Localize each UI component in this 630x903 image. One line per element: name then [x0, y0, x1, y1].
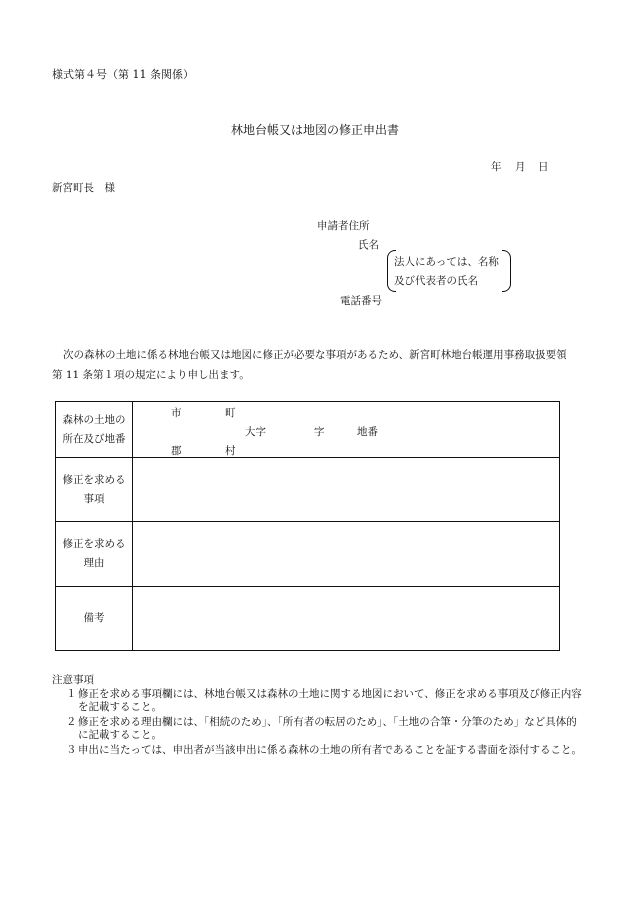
application-table — [55, 401, 560, 651]
machi-label: 町 — [225, 407, 236, 419]
correction-items-label-line2: 事項 — [83, 492, 105, 505]
correction-items-row — [56, 458, 560, 522]
correction-reason-row — [56, 522, 560, 587]
corporate-note-line1: 法人にあっては、名称 — [394, 256, 499, 268]
note-number: ３ — [66, 744, 77, 756]
location-field[interactable] — [133, 402, 560, 458]
notes-list — [52, 688, 582, 759]
applicant-phone-label: 電話番号 — [340, 295, 382, 307]
note-text: 修正を求める事項欄には、林地台帳又は森林の土地に関する地図において、修正を求める事項及び修正内容を記載すること。 — [78, 688, 582, 713]
shi-label: 市 — [171, 407, 182, 419]
oaza-label: 大字 — [245, 426, 266, 438]
correction-reason-field[interactable] — [133, 522, 560, 587]
note-item — [52, 716, 582, 742]
correction-reason-label-line2: 理由 — [83, 557, 105, 569]
note-item — [52, 688, 582, 714]
location-label-line2: 所在及び地番 — [62, 432, 126, 445]
form-number: 様式第４号（第 11 条関係） — [52, 68, 194, 81]
chiban-label: 地番 — [357, 426, 378, 438]
correction-items-label — [56, 458, 133, 522]
right-bracket — [502, 250, 511, 292]
addressee: 新宮町長 様 — [52, 182, 115, 194]
remarks-label-text: 備考 — [83, 612, 105, 624]
note-number: ２ — [66, 716, 77, 728]
remarks-row — [56, 587, 560, 651]
date-month-label: 月 — [515, 161, 526, 173]
date-day-label: 日 — [538, 161, 549, 173]
remarks-field[interactable] — [133, 587, 560, 651]
document-title: 林地台帳又は地図の修正申出書 — [230, 123, 399, 137]
correction-items-field[interactable] — [133, 458, 560, 522]
note-text: 申出に当たっては、申出者が当該申出に係る森林の土地の所有者であることを証する書面を添付すること。 — [78, 744, 582, 756]
note-number: １ — [66, 688, 77, 700]
body-text: 次の森林の土地に係る林地台帳又は地図に修正が必要な事項があるため、新宮町林地台帳運用事務取扱要領第 11 条第１項の規定により申し出ます。 — [52, 349, 567, 381]
date-year-label: 年 — [491, 161, 502, 173]
note-item — [52, 744, 582, 757]
correction-reason-label-line1: 修正を求める — [62, 538, 126, 550]
corporate-note-line2: 及び代表者の氏名 — [394, 275, 478, 287]
location-row — [56, 402, 560, 458]
correction-reason-label — [56, 522, 133, 587]
applicant-address-label: 申請者住所 — [317, 220, 370, 232]
location-label — [56, 402, 133, 458]
note-text: 修正を求める理由欄には、「相続のため」、「所有者の転居のため」、「土地の合筆・分筆のため」など具体的に記載すること。 — [78, 716, 577, 741]
correction-items-label-line1: 修正を求める — [62, 473, 126, 486]
gun-label: 郡 — [171, 445, 182, 457]
notes-title: 注意事項 — [52, 674, 94, 686]
aza-label: 字 — [314, 426, 325, 438]
mura-label: 村 — [225, 445, 236, 457]
location-label-line1: 森林の土地の — [62, 413, 126, 426]
applicant-name-label: 氏名 — [358, 239, 379, 251]
remarks-label — [56, 587, 133, 651]
